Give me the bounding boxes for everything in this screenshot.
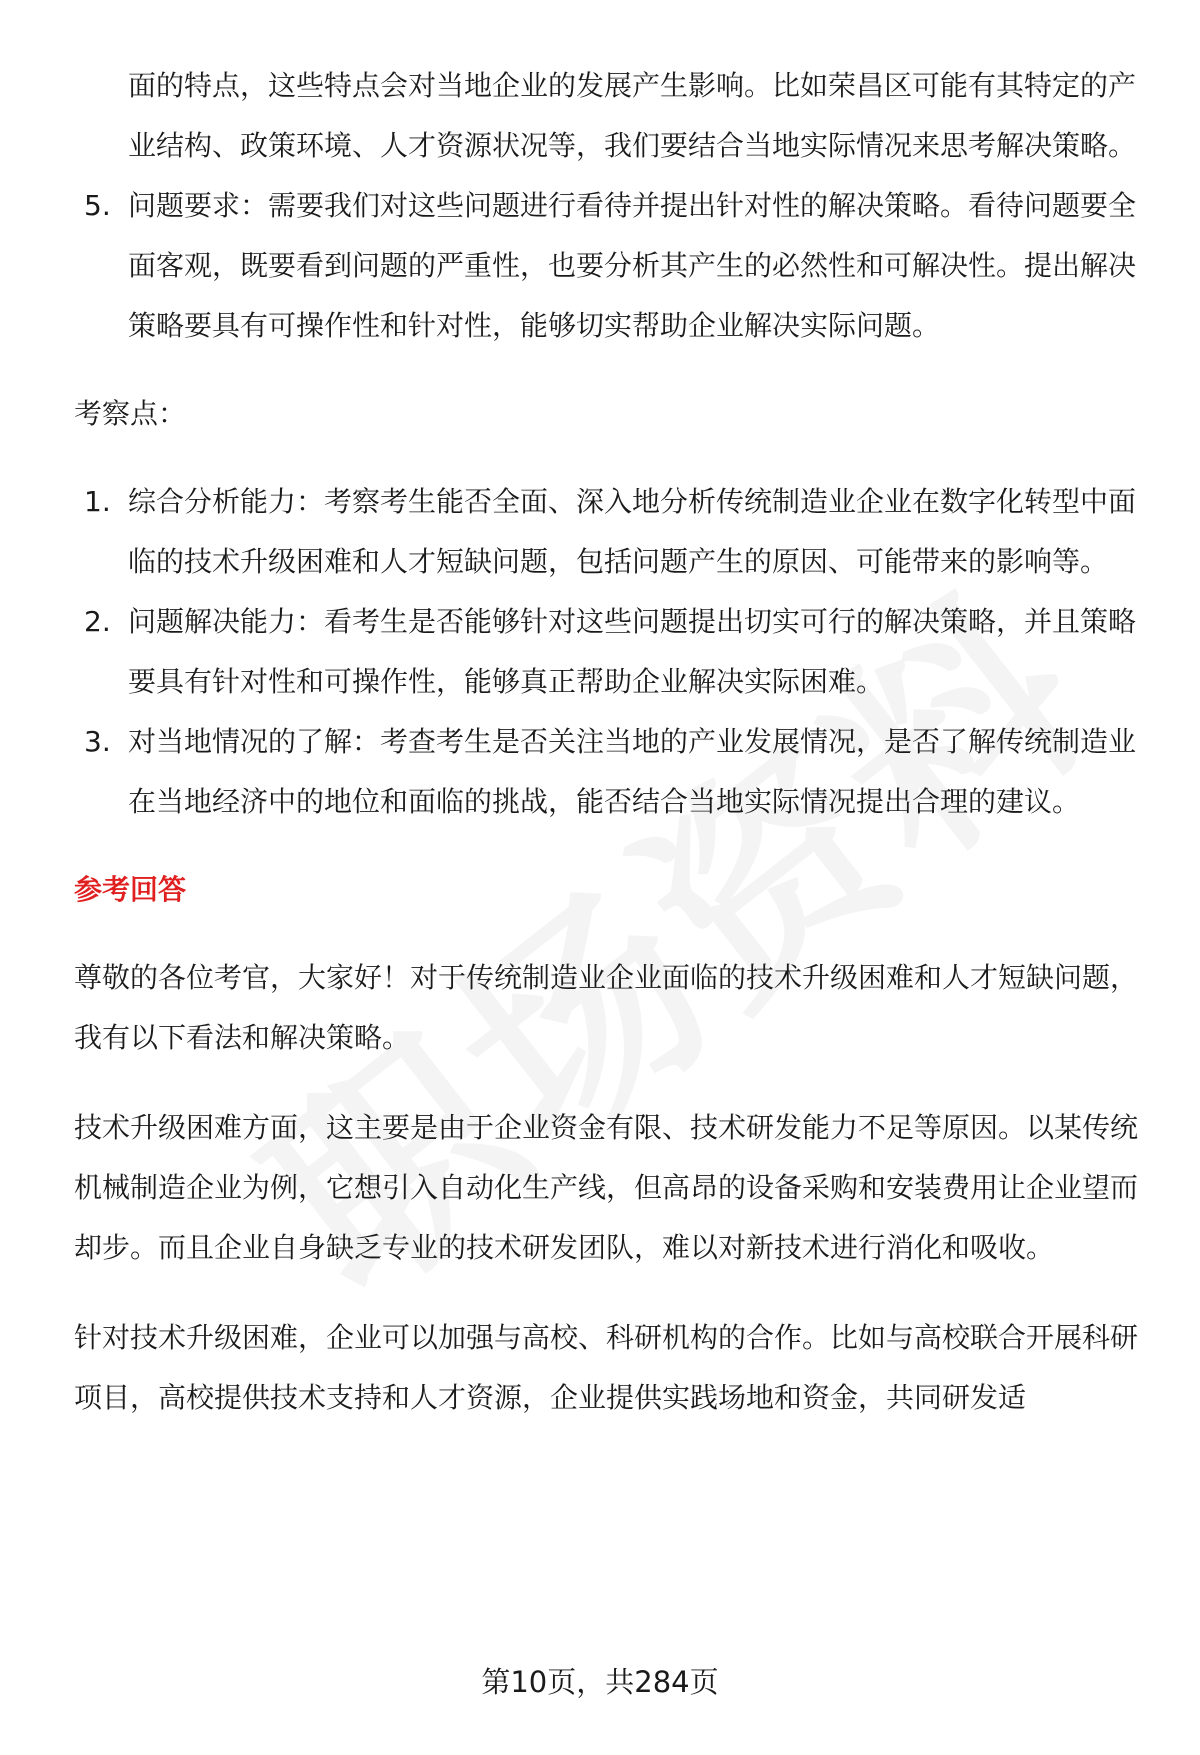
list-item-kaocha-1	[74, 472, 1144, 592]
answer-paragraph: 技术升级困难方面，这主要是由于企业资金有限、技术研发能力不足等原因。以某传统机械制造企业为例，它想引入自动化生产线，但高昂的设备采购和安装费用让企业望而却步。而且企业自身缺乏专业的技术研发团队，难以对新技术进行消化和吸收。	[74, 1111, 1139, 1264]
list-number: 5.	[84, 189, 111, 222]
page-content	[74, 56, 1144, 1428]
section-label-kaocha: 考察点：	[74, 397, 187, 430]
list-item-kaocha-3	[74, 712, 1144, 832]
continuation-paragraph: 面的特点，这些特点会对当地企业的发展产生影响。比如荣昌区可能有其特定的产业结构、政策环境、人才资源状况等，我们要结合当地实际情况来思考解决策略。	[128, 69, 1137, 162]
list-item-5	[74, 176, 1144, 356]
list-item-text: 问题解决能力：看考生是否能够针对这些问题提出切实可行的解决策略，并且策略要具有针对性和可操作性，能够真正帮助企业解决实际困难。	[128, 605, 1137, 698]
page-number-footer: 第10页，共284页	[481, 1665, 719, 1699]
list-number: 3.	[84, 725, 111, 758]
answer-heading: 参考回答	[74, 873, 187, 906]
list-number: 1.	[84, 485, 111, 518]
list-item-text: 综合分析能力：考察考生能否全面、深入地分析传统制造业企业在数字化转型中面临的技术升级困难和人才短缺问题，包括问题产生的原因、可能带来的影响等。	[128, 485, 1137, 578]
list-item-text: 问题要求：需要我们对这些问题进行看待并提出针对性的解决策略。看待问题要全面客观，既要看到问题的严重性，也要分析其产生的必然性和可解决性。提出解决策略要具有可操作性和针对性，能够切实帮助企业解决实际问题。	[128, 189, 1137, 342]
answer-paragraph: 针对技术升级困难，企业可以加强与高校、科研机构的合作。比如与高校联合开展科研项目，高校提供技术支持和人才资源，企业提供实践场地和资金，共同研发适	[74, 1321, 1139, 1414]
list-item-text: 对当地情况的了解：考查考生是否关注当地的产业发展情况，是否了解传统制造业在当地经济中的地位和面临的挑战，能否结合当地实际情况提出合理的建议。	[128, 725, 1137, 818]
list-number: 2.	[84, 605, 111, 638]
answer-paragraph: 尊敬的各位考官，大家好！对于传统制造业企业面临的技术升级困难和人才短缺问题，我有以下看法和解决策略。	[74, 961, 1139, 1054]
list-item-kaocha-2	[74, 592, 1144, 712]
